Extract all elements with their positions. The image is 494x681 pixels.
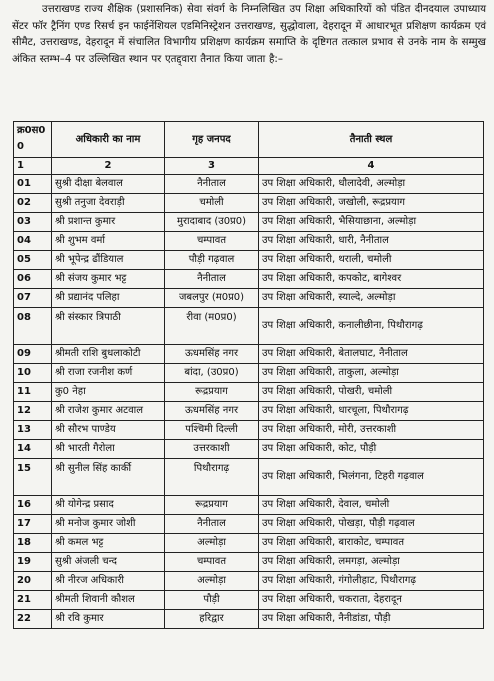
row-posting-place: उप शिक्षा अधिकारी, भैसियाछाना, अल्मोड़ा <box>259 212 484 231</box>
row-posting-place: उप शिक्षा अधिकारी, चकराता, देहरादून <box>259 590 484 609</box>
row-sn: 12 <box>14 401 52 420</box>
row-sn: 18 <box>14 533 52 552</box>
row-sn: 10 <box>14 363 52 382</box>
table-row <box>14 439 484 458</box>
row-home-district: पश्चिमी दिल्ली <box>165 420 259 439</box>
row-sn: 22 <box>14 609 52 628</box>
row-sn: 11 <box>14 382 52 401</box>
row-home-district: अल्मोड़ा <box>165 533 259 552</box>
row-home-district: बांदा, (उ0प्र0) <box>165 363 259 382</box>
row-home-district: ऊधमसिंह नगर <box>165 344 259 363</box>
row-posting-place: उप शिक्षा अधिकारी, धौलादेवी, अल्मोड़ा <box>259 174 484 193</box>
row-home-district: रीवा (म0प्र0) <box>165 307 259 344</box>
row-officer-name: श्री सौरभ पाण्डेय <box>52 420 165 439</box>
table-row <box>14 363 484 382</box>
row-officer-name: कु0 नेहा <box>52 382 165 401</box>
table-row <box>14 420 484 439</box>
row-officer-name: श्री संजय कुमार भट्ट <box>52 269 165 288</box>
header-sn-zero: 0 <box>17 141 24 152</box>
row-officer-name: श्री मनोज कुमार जोशी <box>52 514 165 533</box>
row-posting-place: उप शिक्षा अधिकारी, गंगोलीहाट, पिथौरागढ़ <box>259 571 484 590</box>
row-sn: 16 <box>14 495 52 514</box>
row-officer-name: श्री योगेन्द्र प्रसाद <box>52 495 165 514</box>
table-row <box>14 307 484 344</box>
row-officer-name: श्री प्रशान्त कुमार <box>52 212 165 231</box>
row-sn: 14 <box>14 439 52 458</box>
table-row <box>14 571 484 590</box>
row-sn: 19 <box>14 552 52 571</box>
row-officer-name: श्री भारती गैरोला <box>52 439 165 458</box>
row-home-district: नैनीताल <box>165 174 259 193</box>
row-home-district: रूद्रप्रयाग <box>165 382 259 401</box>
row-officer-name: श्री शुभम वर्मा <box>52 231 165 250</box>
row-posting-place: उप शिक्षा अधिकारी, बाराकोट, चम्पावत <box>259 533 484 552</box>
row-officer-name: सुश्री अंजली चन्द <box>52 552 165 571</box>
row-sn: 03 <box>14 212 52 231</box>
row-sn: 13 <box>14 420 52 439</box>
row-posting-place: उप शिक्षा अधिकारी, देवाल, चमोली <box>259 495 484 514</box>
row-home-district: पौड़ी गढ़वाल <box>165 250 259 269</box>
row-sn: 09 <box>14 344 52 363</box>
row-sn: 20 <box>14 571 52 590</box>
row-posting-place: उप शिक्षा अधिकारी, जखोली, रूद्रप्रयाग <box>259 193 484 212</box>
row-posting-place: उप शिक्षा अधिकारी, धारी, नैनीताल <box>259 231 484 250</box>
table-row <box>14 514 484 533</box>
table-row <box>14 552 484 571</box>
table-row <box>14 269 484 288</box>
header-sn <box>14 122 52 158</box>
table-row <box>14 458 484 495</box>
table-header-row <box>14 122 484 158</box>
column-number-row <box>14 158 484 175</box>
row-posting-place: उप शिक्षा अधिकारी, पोखड़ा, पौड़ी गढ़वाल <box>259 514 484 533</box>
row-posting-place: उप शिक्षा अधिकारी, लमगड़ा, अल्मोड़ा <box>259 552 484 571</box>
header-district: गृह जनपद <box>165 122 259 158</box>
header-posting: तैनाती स्थल <box>259 122 484 158</box>
row-posting-place: उप शिक्षा अधिकारी, मोरी, उत्तरकाशी <box>259 420 484 439</box>
colnum-1: 1 <box>14 158 52 175</box>
row-home-district: चम्पावत <box>165 231 259 250</box>
row-officer-name: सुश्री दीक्षा बेलवाल <box>52 174 165 193</box>
row-home-district: पिथौरागढ़ <box>165 458 259 495</box>
header-name: अधिकारी का नाम <box>52 122 165 158</box>
row-officer-name: श्री राजेश कुमार अटवाल <box>52 401 165 420</box>
row-home-district: नैनीताल <box>165 514 259 533</box>
table-row <box>14 174 484 193</box>
row-home-district: रूद्रप्रयाग <box>165 495 259 514</box>
row-posting-place: उप शिक्षा अधिकारी, नैनीडांडा, पौड़ी <box>259 609 484 628</box>
row-officer-name: श्री कमल भट्ट <box>52 533 165 552</box>
table-row <box>14 382 484 401</box>
row-officer-name: श्री प्रद्यानंद पलिहा <box>52 288 165 307</box>
intro-paragraph: उत्तराखण्ड राज्य शैक्षिक (प्रशासनिक) सेवा संवर्ग के निम्नलिखित उप शिक्षा अधिकारियों को पंडित दीनदयाल उपाध्याय सेंटर फॉर ट्रैनिंग एण्ड रिसर्च इन फाईनेंशियल एडमिनिस्ट्रेशन उत्तराखण्ड, सुद्धोवाला, देहरादून में आधारभूत प्रशिक्षण कार्यक्रम एवं सीमैट, उत्तराखण्ड, देहरादून में संचालित विभागीय प्रशिक्षण कार्यक्रम समाप्ति के दृष्टिगत तत्काल प्रभाव से उनके नाम के सम्मुख अंकित स्तम्भ–4 पर उल्लिखित स्थान पर एतद्द्वारा तैनात किया जाता है:– <box>12 4 486 65</box>
row-sn: 06 <box>14 269 52 288</box>
colnum-4: 4 <box>259 158 484 175</box>
row-posting-place: उप शिक्षा अधिकारी, थराली, चमोली <box>259 250 484 269</box>
row-officer-name: श्रीमती राशि बुधलाकोटी <box>52 344 165 363</box>
row-sn: 15 <box>14 458 52 495</box>
row-officer-name: श्री रवि कुमार <box>52 609 165 628</box>
table-row <box>14 401 484 420</box>
table-row <box>14 590 484 609</box>
row-sn: 08 <box>14 307 52 344</box>
row-sn: 17 <box>14 514 52 533</box>
table-row <box>14 344 484 363</box>
table-row <box>14 193 484 212</box>
row-posting-place: उप शिक्षा अधिकारी, बेतालघाट, नैनीताल <box>259 344 484 363</box>
row-sn: 07 <box>14 288 52 307</box>
row-home-district: हरिद्वार <box>165 609 259 628</box>
row-posting-place: उप शिक्षा अधिकारी, भिलंगना, टिहरी गढ़वाल <box>259 458 484 495</box>
row-sn: 04 <box>14 231 52 250</box>
row-officer-name: श्री नीरज अधिकारी <box>52 571 165 590</box>
row-posting-place: उप शिक्षा अधिकारी, स्याल्दे, अल्मोड़ा <box>259 288 484 307</box>
row-posting-place: उप शिक्षा अधिकारी, ताकुला, अल्मोड़ा <box>259 363 484 382</box>
row-sn: 01 <box>14 174 52 193</box>
table-row <box>14 212 484 231</box>
intro-text <box>12 2 486 68</box>
row-sn: 21 <box>14 590 52 609</box>
row-posting-place: उप शिक्षा अधिकारी, कपकोट, बागेश्वर <box>259 269 484 288</box>
row-officer-name: सुश्री तनुजा देवराड़ी <box>52 193 165 212</box>
row-officer-name: श्री भूपेन्द्र ढौंडियाल <box>52 250 165 269</box>
row-home-district: मुरादाबाद (उ0प्र0) <box>165 212 259 231</box>
row-officer-name: श्री सुनील सिंह कार्की <box>52 458 165 495</box>
row-posting-place: उप शिक्षा अधिकारी, कनालीछीना, पिथौरागढ़ <box>259 307 484 344</box>
row-sn: 05 <box>14 250 52 269</box>
colnum-3: 3 <box>165 158 259 175</box>
table-row <box>14 288 484 307</box>
row-posting-place: उप शिक्षा अधिकारी, पोखरी, चमोली <box>259 382 484 401</box>
row-home-district: चम्पावत <box>165 552 259 571</box>
row-home-district: पौड़ी <box>165 590 259 609</box>
posting-table <box>13 121 484 629</box>
row-home-district: चमोली <box>165 193 259 212</box>
table-row <box>14 495 484 514</box>
row-posting-place: उप शिक्षा अधिकारी, धारचूला, पिथौरागढ़ <box>259 401 484 420</box>
row-officer-name: श्रीमती शिवानी कौशल <box>52 590 165 609</box>
table-row <box>14 250 484 269</box>
row-home-district: अल्मोड़ा <box>165 571 259 590</box>
row-home-district: जबलपुर (म0प्र0) <box>165 288 259 307</box>
table-row <box>14 533 484 552</box>
table-row <box>14 231 484 250</box>
table-row <box>14 609 484 628</box>
colnum-2: 2 <box>52 158 165 175</box>
row-home-district: उत्तरकाशी <box>165 439 259 458</box>
row-home-district: ऊधमसिंह नगर <box>165 401 259 420</box>
row-posting-place: उप शिक्षा अधिकारी, कोट, पौड़ी <box>259 439 484 458</box>
row-officer-name: श्री राजा रजनीश कर्ण <box>52 363 165 382</box>
row-home-district: नैनीताल <box>165 269 259 288</box>
row-officer-name: श्री संस्कार त्रिपाठी <box>52 307 165 344</box>
header-sn-label: क्र0स0 <box>17 125 46 136</box>
row-sn: 02 <box>14 193 52 212</box>
